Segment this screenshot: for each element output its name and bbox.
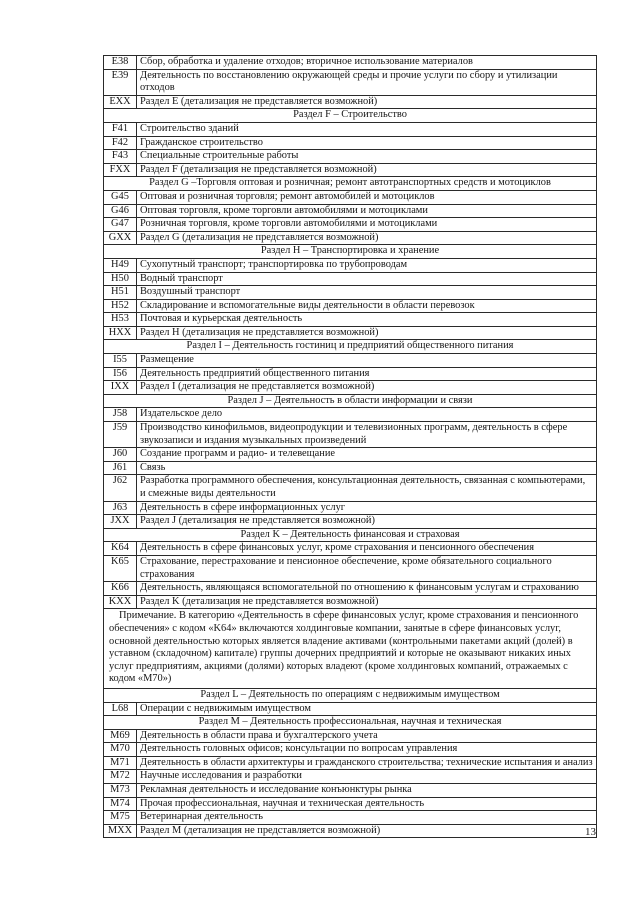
section-header-row	[104, 177, 597, 191]
section-header-row	[104, 109, 597, 123]
table-row	[104, 136, 597, 150]
row-code: I55	[104, 354, 137, 368]
row-code: I56	[104, 367, 137, 381]
table-row	[104, 501, 597, 515]
row-code: J62	[104, 475, 137, 501]
section-header: Раздел G –Торговля оптовая и розничная; ремонт автотранспортных средств и мотоциклов	[104, 177, 597, 191]
row-description: Сухопутный транспорт; транспортировка по трубопроводам	[137, 258, 597, 272]
row-description: Ветеринарная деятельность	[137, 811, 597, 825]
table-row	[104, 381, 597, 395]
table-row	[104, 95, 597, 109]
row-code: K64	[104, 542, 137, 556]
row-description: Гражданское строительство	[137, 136, 597, 150]
row-code: JXX	[104, 515, 137, 529]
row-description: Операции с недвижимым имуществом	[137, 702, 597, 716]
table-row	[104, 286, 597, 300]
row-code: H51	[104, 286, 137, 300]
table-row	[104, 475, 597, 501]
row-code: M75	[104, 811, 137, 825]
section-header: Раздел L – Деятельность по операциям с недвижимым имуществом	[104, 688, 597, 702]
table-row	[104, 272, 597, 286]
row-description: Оптовая торговля, кроме торговли автомобилями и мотоциклами	[137, 204, 597, 218]
row-description: Деятельность в области архитектуры и гражданского строительства; технические испытания и анализ	[137, 756, 597, 770]
section-header: Раздел M – Деятельность профессиональная, научная и техническая	[104, 716, 597, 730]
table-row	[104, 190, 597, 204]
row-code: J58	[104, 408, 137, 422]
section-header-row	[104, 245, 597, 259]
table-row	[104, 408, 597, 422]
row-code: G47	[104, 218, 137, 232]
row-code: G45	[104, 190, 137, 204]
row-code: M71	[104, 756, 137, 770]
row-description: Деятельность в сфере информационных услуг	[137, 501, 597, 515]
row-code: HXX	[104, 326, 137, 340]
row-description: Раздел K (детализация не представляется возможной)	[137, 595, 597, 609]
row-code: F41	[104, 122, 137, 136]
row-code: IXX	[104, 381, 137, 395]
row-code: H49	[104, 258, 137, 272]
section-header: Раздел I – Деятельность гостиниц и предприятий общественного питания	[104, 340, 597, 354]
row-description: Производство кинофильмов, видеопродукции и телевизионных программ, деятельность в сфере звукозаписи и издания музыкальных произведений	[137, 422, 597, 448]
row-description: Специальные строительные работы	[137, 150, 597, 164]
row-code: M74	[104, 797, 137, 811]
row-description: Деятельность предприятий общественного питания	[137, 367, 597, 381]
section-header: Раздел H – Транспортировка и хранение	[104, 245, 597, 259]
row-description: Размещение	[137, 354, 597, 368]
row-description: Издательское дело	[137, 408, 597, 422]
row-code: M73	[104, 784, 137, 798]
row-code: H53	[104, 313, 137, 327]
row-code: M72	[104, 770, 137, 784]
row-description: Деятельность, являющаяся вспомогательной по отношению к финансовым услугам и страхованию	[137, 582, 597, 596]
row-code: H50	[104, 272, 137, 286]
table-row	[104, 150, 597, 164]
section-header: Раздел F – Строительство	[104, 109, 597, 123]
row-description: Научные исследования и разработки	[137, 770, 597, 784]
row-description: Розничная торговля, кроме торговли автомобилями и мотоциклами	[137, 218, 597, 232]
section-header-row	[104, 340, 597, 354]
row-code: FXX	[104, 163, 137, 177]
table-row	[104, 743, 597, 757]
row-code: MXX	[104, 824, 137, 838]
row-description: Деятельность головных офисов; консультации по вопросам управления	[137, 743, 597, 757]
table-row	[104, 824, 597, 838]
table-row	[104, 448, 597, 462]
table-row	[104, 326, 597, 340]
table-row	[104, 555, 597, 581]
row-description: Раздел H (детализация не представляется возможной)	[137, 326, 597, 340]
table-row	[104, 770, 597, 784]
row-code: E38	[104, 56, 137, 70]
row-description: Связь	[137, 461, 597, 475]
row-description: Раздел F (детализация не представляется возможной)	[137, 163, 597, 177]
section-header-row	[104, 716, 597, 730]
table-row	[104, 218, 597, 232]
row-description: Воздушный транспорт	[137, 286, 597, 300]
table-row	[104, 258, 597, 272]
row-code: F42	[104, 136, 137, 150]
row-code: G46	[104, 204, 137, 218]
row-description: Раздел G (детализация не представляется возможной)	[137, 231, 597, 245]
row-description: Водный транспорт	[137, 272, 597, 286]
table-row	[104, 122, 597, 136]
row-description: Создание программ и радио- и телевещание	[137, 448, 597, 462]
table-row	[104, 231, 597, 245]
table-row	[104, 582, 597, 596]
row-code: KXX	[104, 595, 137, 609]
table-body	[104, 56, 597, 838]
row-code: GXX	[104, 231, 137, 245]
note-row	[104, 609, 597, 689]
note-text: Примечание. В категорию «Деятельность в сфере финансовых услуг, кроме страхования и пенсионного обеспечения» с кодом «K64» включаются холдинговые компании, занятые в сфере финансовых услуг, основной деятельностью которых является владение активами (контрольными пакетами акций (долей) в уставном (складочном) капитале) группы дочерних предприятий и которые не оказывают никаких иных услуг предприятиям, акциями (долями) которых владеют (кроме холдинговых компаний, отражаемых с кодом «M70»)	[104, 609, 597, 689]
table-row	[104, 595, 597, 609]
row-description: Разработка программного обеспечения, консультационная деятельность, связанная с компьютерами, и смежные виды деятельности	[137, 475, 597, 501]
table-row	[104, 797, 597, 811]
section-header: Раздел J – Деятельность в области информации и связи	[104, 394, 597, 408]
table-row	[104, 69, 597, 95]
row-description: Строительство зданий	[137, 122, 597, 136]
table-row	[104, 461, 597, 475]
row-description: Страхование, перестрахование и пенсионное обеспечение, кроме обязательного социального страхования	[137, 555, 597, 581]
row-code: K65	[104, 555, 137, 581]
row-description: Раздел I (детализация не представляется возможной)	[137, 381, 597, 395]
page-number: 13	[585, 826, 596, 838]
row-code: E39	[104, 69, 137, 95]
row-description: Раздел M (детализация не представляется возможной)	[137, 824, 597, 838]
section-header-row	[104, 688, 597, 702]
row-description: Оптовая и розничная торговля; ремонт автомобилей и мотоциклов	[137, 190, 597, 204]
table-row	[104, 756, 597, 770]
section-header-row	[104, 394, 597, 408]
row-code: H52	[104, 299, 137, 313]
table-row	[104, 542, 597, 556]
table-row	[104, 204, 597, 218]
row-description: Деятельность по восстановлению окружающей среды и прочие услуги по сбору и утилизации отходов	[137, 69, 597, 95]
row-description: Раздел E (детализация не представляется возможной)	[137, 95, 597, 109]
classification-table	[103, 55, 597, 838]
row-description: Почтовая и курьерская деятельность	[137, 313, 597, 327]
section-header-row	[104, 528, 597, 542]
table-row	[104, 422, 597, 448]
table-row	[104, 811, 597, 825]
row-description: Сбор, обработка и удаление отходов; вторичное использование материалов	[137, 56, 597, 70]
table-row	[104, 163, 597, 177]
row-description: Прочая профессиональная, научная и техническая деятельность	[137, 797, 597, 811]
row-code: L68	[104, 702, 137, 716]
table-row	[104, 56, 597, 70]
row-code: M70	[104, 743, 137, 757]
row-code: EXX	[104, 95, 137, 109]
row-code: J60	[104, 448, 137, 462]
table-row	[104, 299, 597, 313]
row-code: K66	[104, 582, 137, 596]
section-header: Раздел K – Деятельность финансовая и страховая	[104, 528, 597, 542]
table-row	[104, 702, 597, 716]
row-code: J59	[104, 422, 137, 448]
table-row	[104, 367, 597, 381]
row-description: Рекламная деятельность и исследование конъюнктуры рынка	[137, 784, 597, 798]
table-row	[104, 784, 597, 798]
table-row	[104, 729, 597, 743]
row-code: M69	[104, 729, 137, 743]
table-row	[104, 313, 597, 327]
row-code: J63	[104, 501, 137, 515]
row-code: F43	[104, 150, 137, 164]
table-row	[104, 515, 597, 529]
row-description: Складирование и вспомогательные виды деятельности в области перевозок	[137, 299, 597, 313]
table-row	[104, 354, 597, 368]
row-description: Деятельность в области права и бухгалтерского учета	[137, 729, 597, 743]
row-code: J61	[104, 461, 137, 475]
row-description: Раздел J (детализация не представляется возможной)	[137, 515, 597, 529]
row-description: Деятельность в сфере финансовых услуг, кроме страхования и пенсионного обеспечения	[137, 542, 597, 556]
